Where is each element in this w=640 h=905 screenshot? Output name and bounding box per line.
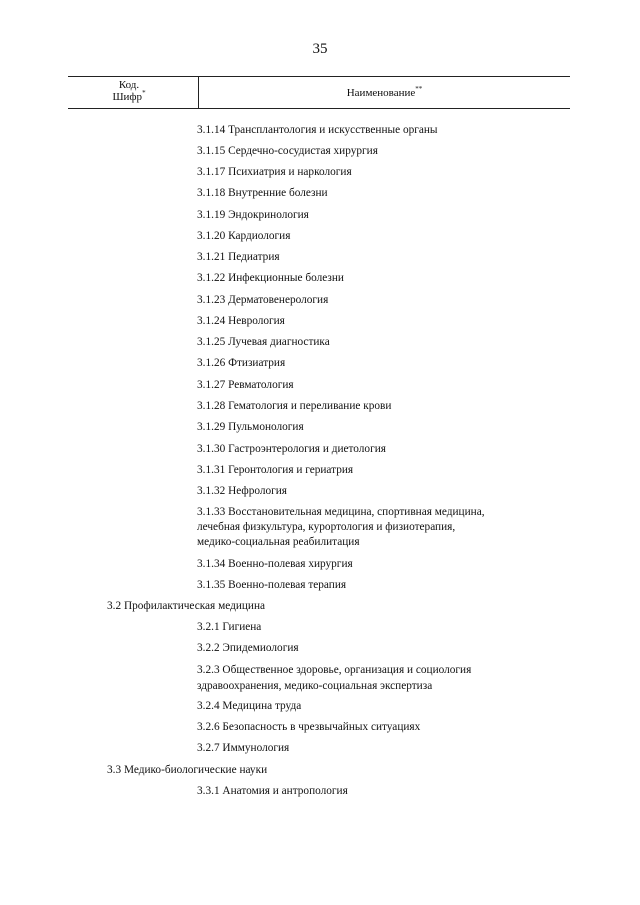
list-item: [197, 442, 386, 456]
item-line: 3.3 Медико-биологические науки: [107, 764, 268, 776]
list-item: [197, 186, 328, 200]
list-item: [197, 420, 304, 434]
page-number: 35: [312, 41, 328, 57]
list-item: [197, 399, 391, 413]
code-footnote-mark: *: [142, 89, 146, 97]
list-item: [197, 335, 330, 349]
code-header-line1: Код.: [118, 79, 140, 91]
item-line: 3.1.34 Военно-полевая хирургия: [197, 558, 353, 570]
list-item: [197, 165, 352, 179]
item-line: 3.1.23 Дерматовенерология: [197, 294, 329, 306]
item-line: 3.1.22 Инфекционные болезни: [197, 272, 344, 284]
item-line: 3.1.21 Педиатрия: [197, 251, 280, 263]
list-item: [197, 641, 299, 655]
item-line: 3.1.19 Эндокринология: [197, 209, 309, 221]
list-item: [197, 662, 471, 694]
list-item: [197, 356, 285, 370]
item-line: 3.1.24 Неврология: [197, 315, 285, 327]
list-item: [197, 557, 353, 571]
list-item: [197, 784, 348, 798]
item-line: 3.2.1 Гигиена: [197, 621, 262, 633]
list-item: [197, 314, 285, 328]
list-item: [197, 378, 294, 392]
item-line: 3.1.28 Гематология и переливание крови: [197, 400, 392, 412]
code-header-line2: [68, 91, 190, 103]
item-line: 3.1.27 Ревматология: [197, 379, 294, 391]
list-item: [197, 484, 287, 498]
list-item: [197, 293, 328, 307]
item-line: 3.1.30 Гастроэнтерология и диетология: [197, 443, 386, 455]
item-line: 3.1.26 Фтизиатрия: [197, 357, 286, 369]
item-line: 3.2.4 Медицина труда: [197, 700, 302, 712]
list-item: [197, 123, 438, 137]
item-line: 3.1.29 Пульмонология: [197, 421, 304, 433]
list-item: [197, 505, 485, 550]
item-line: 3.1.25 Лучевая диагностика: [197, 336, 330, 348]
item-line: 3.2 Профилактическая медицина: [107, 600, 266, 612]
list-item: [197, 208, 309, 222]
list-item: [197, 578, 346, 592]
list-item: [197, 741, 289, 755]
section-heading: [107, 763, 267, 777]
item-line: 3.1.17 Психиатрия и наркология: [197, 166, 352, 178]
section-heading: [107, 599, 265, 613]
name-footnote-mark: **: [415, 85, 423, 93]
item-line: 3.3.1 Анатомия и антропология: [197, 785, 348, 797]
list-item: [197, 620, 261, 634]
name-header-label: Наименование: [346, 87, 416, 99]
item-line: 3.1.32 Нефрология: [197, 485, 288, 497]
table-header: [68, 76, 570, 109]
item-line: лечебная физкультура, курортология и физиотерапия,: [197, 521, 456, 533]
list-item: [197, 720, 420, 734]
list-item: [197, 229, 290, 243]
item-line: 3.1.33 Восстановительная медицина, спортивная медицина,: [197, 506, 485, 518]
list-item: [197, 699, 301, 713]
item-line: здравоохранения, медико-социальная экспертиза: [197, 680, 433, 692]
item-line: 3.1.15 Сердечно-сосудистая хирургия: [197, 145, 378, 157]
item-line: 3.1.20 Кардиология: [197, 230, 291, 242]
name-column-header: [199, 87, 570, 99]
item-line: 3.2.2 Эпидемиология: [197, 642, 299, 654]
item-line: 3.1.14 Трансплантология и искусственные органы: [197, 124, 438, 136]
item-line: медико-социальная реабилитация: [197, 536, 360, 548]
list-item: [197, 250, 280, 264]
item-line: 3.1.31 Геронтология и гериатрия: [197, 464, 354, 476]
code-column-header: [68, 79, 190, 103]
item-line: 3.1.18 Внутренние болезни: [197, 187, 328, 199]
item-line: 3.2.3 Общественное здоровье, организация и социология: [197, 664, 472, 676]
list-item: [197, 463, 353, 477]
item-line: 3.2.6 Безопасность в чрезвычайных ситуациях: [197, 721, 421, 733]
list-item: [197, 144, 378, 158]
item-line: 3.1.35 Военно-полевая терапия: [197, 579, 347, 591]
list-item: [197, 271, 344, 285]
item-line: 3.2.7 Иммунология: [197, 742, 290, 754]
code-header-label: Шифр: [112, 91, 143, 103]
